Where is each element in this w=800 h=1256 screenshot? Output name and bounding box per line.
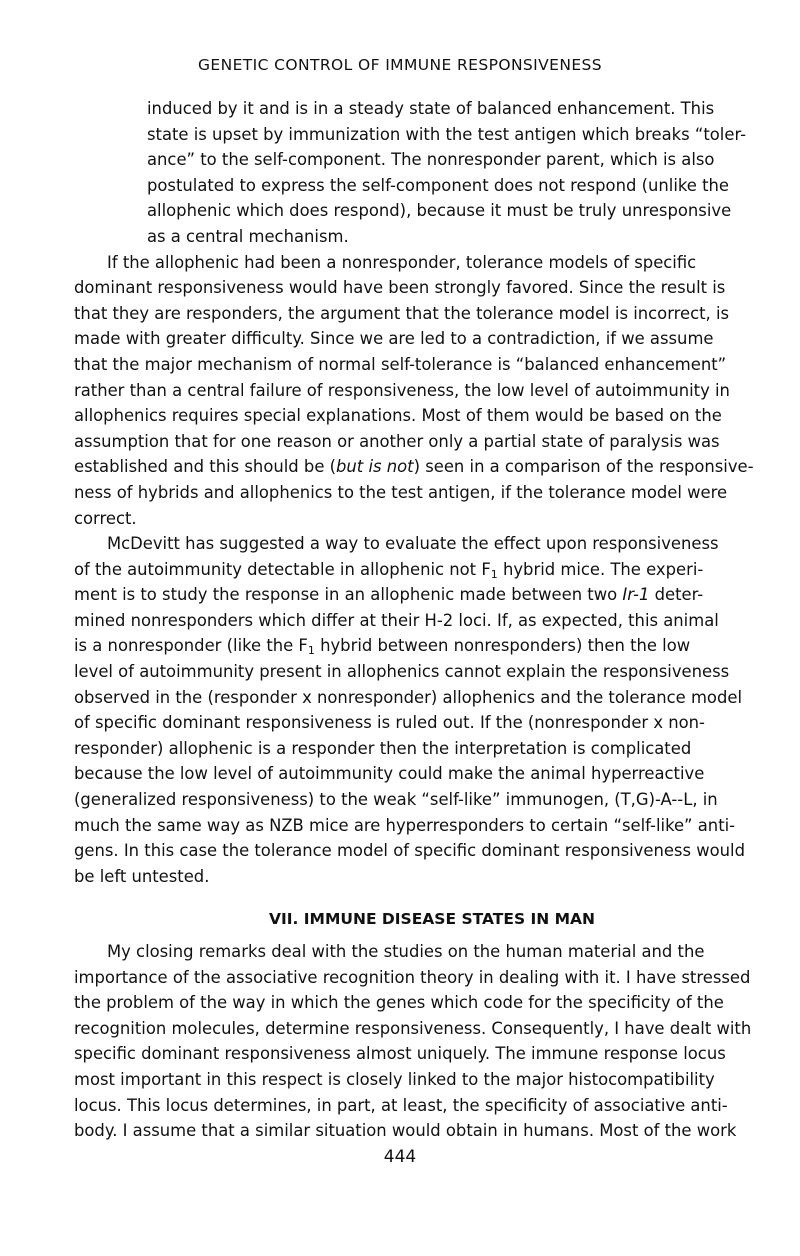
text-line: McDevitt has suggested a way to evaluate the effect upon responsiveness xyxy=(107,534,719,554)
body-text xyxy=(74,96,764,1144)
text-span: deter- xyxy=(649,585,704,605)
italic-text: but is not xyxy=(336,457,414,477)
text-span: ment is to study the response in an allophenic made between two xyxy=(74,585,623,605)
text-line: rather than a central failure of responsiveness, the low level of autoimmunity in xyxy=(74,380,730,400)
text-line: recognition molecules, determine responsiveness. Consequently, I have dealt with xyxy=(74,1018,752,1038)
text-line: observed in the (responder x nonresponder) allophenics and the tolerance model xyxy=(74,687,742,707)
subscript: 1 xyxy=(490,567,498,581)
text-line: the problem of the way in which the genes which code for the specificity of the xyxy=(74,993,724,1013)
text-line: made with greater difficulty. Since we are led to a contradiction, if we assume xyxy=(74,329,714,349)
text-span: seen in a comparison of the responsive- xyxy=(425,457,754,477)
text-span: is a nonresponder (like the F xyxy=(74,636,308,656)
spacer xyxy=(74,889,764,901)
text-line: (generalized responsiveness) to the weak “self-like” immunogen, (T,G)-A--L, in xyxy=(74,790,718,810)
text-line: locus. This locus determines, in part, at least, the specificity of associative anti- xyxy=(74,1095,728,1115)
text-line: as a central mechanism. xyxy=(147,226,349,246)
text-line: If the allophenic had been a nonresponder, tolerance models of specific xyxy=(107,252,697,272)
text-line: much the same way as NZB mice are hyperresponders to certain “self-like” anti- xyxy=(74,815,736,835)
paragraph-continuation xyxy=(74,96,764,250)
text-line xyxy=(74,633,764,659)
text-line: body. I assume that a similar situation would obtain in humans. Most of the work xyxy=(74,1121,737,1141)
text-line: ness of hybrids and allophenics to the test antigen, if the tolerance model were xyxy=(74,482,728,502)
text-line: importance of the associative recognition theory in dealing with it. I have stressed xyxy=(74,967,751,987)
text-line: gens. In this case the tolerance model of specific dominant responsiveness would xyxy=(74,841,745,861)
text-line: be left untested. xyxy=(74,866,210,886)
text-line: specific dominant responsiveness almost uniquely. The immune response locus xyxy=(74,1044,726,1064)
text-line: responder) allophenic is a responder then the interpretation is complicated xyxy=(74,738,692,758)
text-line xyxy=(74,582,764,608)
text-line: correct. xyxy=(74,508,137,528)
paragraph-mcdevitt xyxy=(74,531,764,889)
text-line: postulated to express the self-component does not respond (unlike the xyxy=(147,175,729,195)
text-line xyxy=(74,557,764,583)
subscript: 1 xyxy=(307,644,315,658)
text-line: induced by it and is in a steady state of balanced enhancement. This xyxy=(147,99,715,118)
text-line: level of autoimmunity present in allophenics cannot explain the responsiveness xyxy=(74,662,730,682)
running-head: GENETIC CONTROL OF IMMUNE RESPONSIVENESS xyxy=(197,56,603,74)
text-line: that they are responders, the argument that the tolerance model is incorrect, is xyxy=(74,303,730,323)
text-line: state is upset by immunization with the test antigen which breaks “toler- xyxy=(147,124,747,144)
text-line: assumption that for one reason or another only a partial state of paralysis was xyxy=(74,431,720,451)
section-heading: VII. IMMUNE DISEASE STATES IN MAN xyxy=(268,910,596,929)
text-line: allophenic which does respond), because it must be truly unresponsive xyxy=(147,201,732,221)
paragraph-tolerance xyxy=(74,250,764,532)
text-span: hybrid between nonresponders) then the low xyxy=(314,636,691,656)
text-line: mined nonresponders which differ at their H-2 loci. If, as expected, this animal xyxy=(74,610,719,630)
text-line: of specific dominant responsiveness is ruled out. If the (nonresponder x non- xyxy=(74,713,705,733)
text-line: established and this should be (but is not) seen in a comparison of the responsive- xyxy=(74,457,754,477)
text-line: allophenics requires special explanations. Most of them would be based on the xyxy=(74,406,722,426)
italic-text: Ir-1 xyxy=(622,585,650,605)
text-line: that the major mechanism of normal self-tolerance is “balanced enhancement” xyxy=(74,354,727,374)
page-number: 444 xyxy=(383,1147,417,1167)
text-line: dominant responsiveness would have been strongly favored. Since the result is xyxy=(74,278,726,298)
text-span: hybrid mice. The experi- xyxy=(497,559,704,579)
text-line: because the low level of autoimmunity could make the animal hyperreactive xyxy=(74,764,705,784)
text-line: most important in this respect is closely linked to the major histocompatibility xyxy=(74,1069,715,1089)
text-span: of the autoimmunity detectable in allophenic not F xyxy=(74,559,491,579)
text-line: My closing remarks deal with the studies on the human material and the xyxy=(107,942,705,961)
text-span: established and this should be xyxy=(74,457,325,477)
text-line: ance” to the self-component. The nonresponder parent, which is also xyxy=(147,150,715,170)
paragraph-closing-remarks xyxy=(74,939,764,1144)
